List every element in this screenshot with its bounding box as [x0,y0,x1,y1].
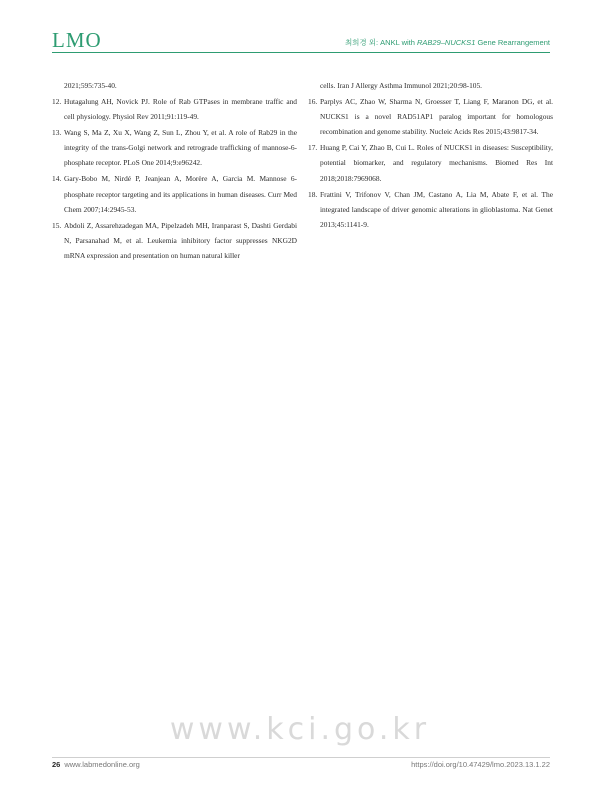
reference-item [52,171,297,217]
reference-number: 15. [52,220,62,230]
journal-logo: LMO [52,28,102,52]
reference-number: 16. [308,96,318,106]
journal-site-link[interactable]: www.labmedonline.org [64,760,140,769]
reference-number: 13. [52,127,62,137]
reference-item [52,94,297,125]
header-divider [52,52,550,53]
reference-text: Parplys AC, Zhao W, Sharma N, Groesser T, Liang F, Maranon DG, et al. NUCKS1 is a novel RAD51AP1 paralog important for homologous recombination and genome stability. Nucleic Acids Res 2015;43:9817-34. [320,96,553,137]
reference-number: 14. [52,174,62,184]
footer-divider [52,757,550,758]
reference-item [52,125,297,171]
watermark: www.kci.go.kr [169,712,431,747]
reference-text: Huang P, Cai Y, Zhao B, Cui L. Roles of NUCKS1 in diseases: Susceptibility, potential biomarker, and regulatory mechanisms. Biomed Res Int 2018;2018:7969068. [320,143,553,183]
reference-item [308,140,553,186]
reference-number: 12. [52,96,62,106]
right-column [308,78,553,233]
running-head [345,37,550,48]
reference-item [308,187,553,233]
running-head-prefix: 최희경 외: ANKL with [344,38,417,47]
left-column [52,78,297,264]
page-number: 26 [52,760,61,769]
running-head-suffix: Gene Rearrangement [475,38,550,47]
doi-link[interactable]: https://doi.org/10.47429/lmo.2023.13.1.22 [411,760,550,769]
reference-text: Gary-Bobo M, Nirdé P, Jeanjean A, Morère A, Garcia M. Mannose 6-phosphate receptor targeting and its applications in human diseases. Curr Med Chem 2007;14:2945-53. [64,174,297,214]
reference-text: Wang S, Ma Z, Xu X, Wang Z, Sun L, Zhou Y, et al. A role of Rab29 in the integrity of the trans-Golgi network and retrograde trafficking of mannose-6-phosphate receptor. PLoS One 2014;9:e96242. [64,127,297,168]
running-head-gene: RAB29–NUCKS1 [417,38,476,47]
reference-number: 18. [308,189,318,199]
footer-left [52,760,140,769]
reference-item [52,218,297,264]
reference-continuation: 2021;595:735-40. [64,81,117,90]
reference-continuation: cells. Iran J Allergy Asthma Immunol 2021;20:98-105. [320,81,483,90]
reference-number: 17. [308,143,318,153]
reference-text: Hutagalung AH, Novick PJ. Role of Rab GTPases in membrane traffic and cell physiology. Physiol Rev 2011;91:119-49. [64,96,297,122]
reference-item [308,94,553,140]
reference-text: Frattini V, Trifonov V, Chan JM, Castano A, Lia M, Abate F, et al. The integrated landscape of driver genomic alterations in glioblastoma. Nat Genet 2013;45:1141-9. [320,189,553,230]
reference-text: Abdoli Z, Assarehzadegan MA, Pipelzadeh MH, Iranparast S, Dashti Gerdabi N, Parsanahad M, et al. Leukemia inhibitory factor suppresses NKG2D mRNA expression and presentation on human natural killer [64,220,297,261]
